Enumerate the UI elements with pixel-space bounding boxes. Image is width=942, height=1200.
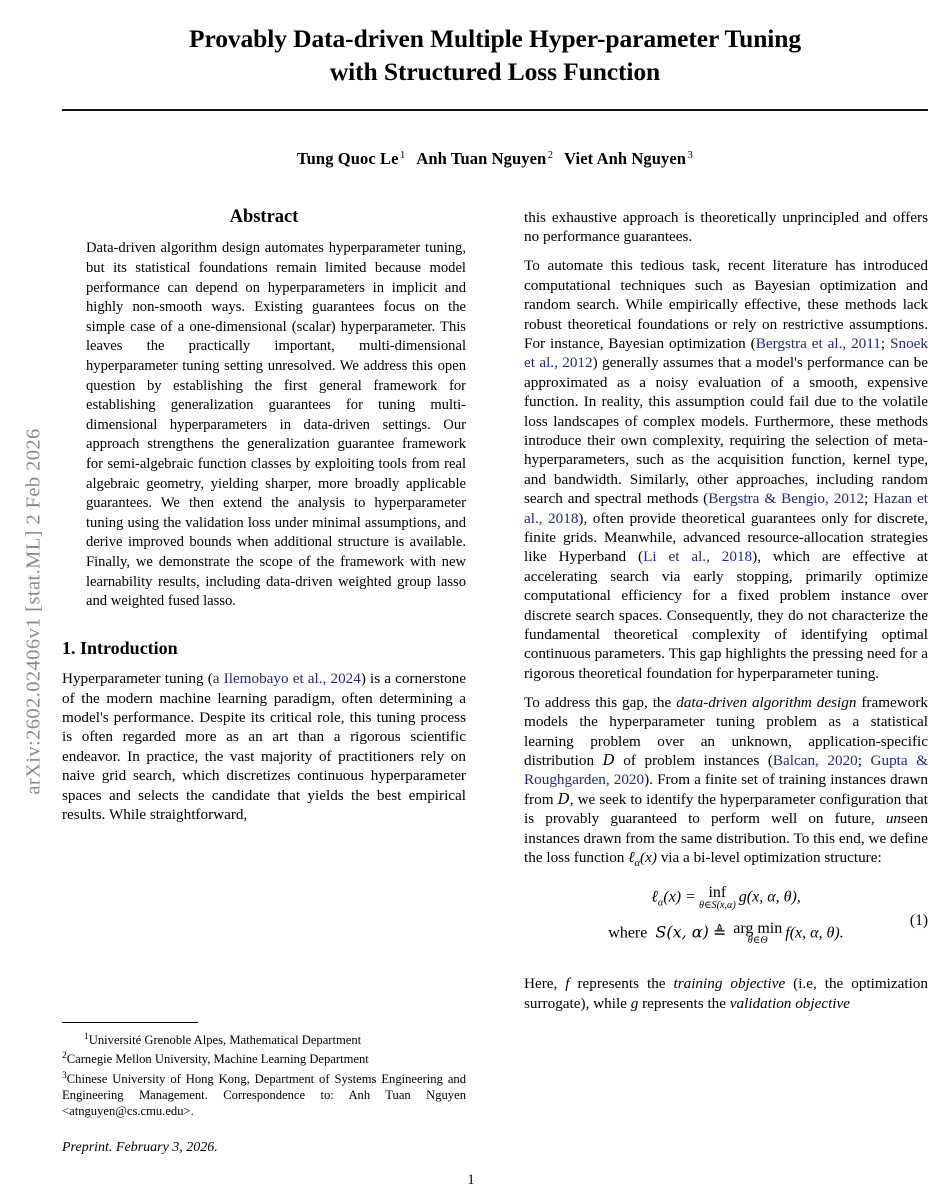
- right-paragraph-2: [524, 256, 928, 683]
- citation-separator: ;: [864, 490, 874, 508]
- right-paragraph-4: [524, 974, 928, 1013]
- title-block: [62, 22, 928, 88]
- equation-where-word: where: [608, 924, 648, 942]
- footnote-3: [62, 1068, 466, 1119]
- title-divider-rule: [62, 109, 928, 111]
- math-symbol-f: f: [565, 975, 570, 993]
- footnote-2-text: Carnegie Mellon University, Machine Learning Department: [66, 1052, 369, 1067]
- intro-paragraph-1: [62, 669, 466, 824]
- math-subscript-alpha: α: [634, 858, 641, 870]
- page-number: 1: [467, 1172, 475, 1188]
- footnote-divider-rule: [62, 1022, 198, 1023]
- equation-rhs-g: g(x, α, θ),: [738, 888, 801, 906]
- abstract-heading: Abstract: [229, 207, 299, 227]
- footnote-3-text: Chinese University of Hong Kong, Department of Systems Engineering and Engineering Management. Correspondence to: Anh Tuan Nguyen <atnguyen@cs.cmu.edu>.: [62, 1071, 466, 1118]
- para3-text-g: via a bi-level optimization structure:: [656, 849, 882, 866]
- citation-separator: ;: [880, 334, 891, 352]
- math-symbol-g: g: [630, 994, 639, 1012]
- page-title: [62, 22, 928, 88]
- equation-line-1: [524, 885, 928, 913]
- arxiv-identifier-stamp: arXiv:2602.02406v1 [stat.ML] 2 Feb 2026: [22, 428, 45, 795]
- citation-separator: ;: [857, 751, 871, 769]
- author-entry: [564, 149, 693, 168]
- equation-solution-set: S(x, α): [655, 922, 709, 942]
- author-affiliation-mark: 1: [400, 149, 406, 161]
- infimum-symbol: inf: [708, 884, 727, 902]
- argmin-operator: [733, 921, 782, 947]
- para4-text-d: represents the: [638, 994, 730, 1012]
- footnote-mark: 3: [62, 1070, 67, 1081]
- para4-text-c: (i.e, the optimization surrogate), while: [524, 975, 928, 1012]
- author-name: Viet Anh Nguyen: [564, 149, 687, 168]
- left-column: [62, 208, 466, 834]
- right-paragraph-3: [524, 693, 928, 874]
- argmin-subscript: θ∈Θ: [747, 934, 768, 946]
- equation-body: [524, 885, 928, 946]
- citation-link[interactable]: Hazan et al., 2018: [524, 490, 928, 527]
- citation-link[interactable]: Li et al., 2018: [643, 548, 753, 566]
- equation-triangleq-symbol: ≜: [712, 924, 727, 942]
- citation-link[interactable]: Balcan, 2020: [772, 751, 858, 769]
- paper-title-line-2: with Structured Loss Function: [329, 57, 661, 86]
- author-name: Anh Tuan Nguyen: [416, 149, 547, 168]
- math-symbol-distribution: D: [557, 789, 570, 808]
- footnote-1-text: Université Grenoble Alpes, Mathematical Department: [88, 1033, 362, 1048]
- intro-text-a: Hyperparameter tuning (: [62, 670, 213, 688]
- infimum-operator: [699, 885, 736, 911]
- para3-text-f: seen instances drawn from the same distribution. To this end, we define the loss function: [524, 810, 928, 866]
- para2-text-a: To automate this tedious task, recent literature has introduced computational techniques such as Bayesian optimization and random search. While empirically effective, these methods lack robust theoretical foundations or rely on restrictive assumptions. For instance, Bayesian optimization (: [524, 257, 928, 352]
- citation-link[interactable]: a Ilemobayo et al., 2024: [212, 670, 361, 688]
- abstract-text: Data-driven algorithm design automates hyperparameter tuning, but its statistical foundations remain limited because model performance can depend on hyperparameters in implicit and highly non-smooth ways. Existing guarantees focus on the simple case of a one-dimensional (scalar) hyperparameter. This leaves the practically important, multi-dimensional hyperparameter tuning setting unresolved. We address this open question by establishing the first general framework for establishing generalization guarantees for tuning multi-dimensional hyperparameters in data-driven settings. Our approach strengthens the generalization guarantee framework for semi-algebraic function classes by exploiting tools from real algebraic geometry, yielding sharper, more broadly applicable guarantees. We then extend the analysis to hyperparameter tuning using the validation loss under minimal assumptions, and derive improved bounds when additional structure is available. Finally, we demonstrate the scope of the framework with new learnability results, including data-driven weighted group lasso and weighted fused lasso.: [86, 240, 466, 610]
- citation-link[interactable]: Bergstra et al., 2011: [755, 334, 881, 352]
- footnote-1: [62, 1029, 466, 1048]
- para4-text-b: represents the: [569, 975, 674, 993]
- equation-lhs-ell: ℓ: [651, 888, 658, 906]
- para3-text-e: , we seek to identify the hyperparameter configuration that is provably guaranteed to perform well on future,: [524, 790, 928, 828]
- author-entry: [416, 149, 553, 168]
- equation-lhs-argument: (x) =: [663, 888, 696, 906]
- math-symbol-loss: ℓ: [628, 849, 635, 866]
- intro-text-b: ) is a cornerstone of the modern machine learning paradigm, often determining a model's performance. Despite its critical role, this tuning process is often regarded more as an art than a rigorous scientific endeavor. In practice, the vast majority of practitioners rely on naive grid search, which discretizes continuous hyperparameter spaces and selects the candidate that yields the best empirical results. While straightforward,: [62, 670, 467, 823]
- para2-text-d: ), which are effective at accelerating search via early stopping, primarily optimize computational efficiency for a fixed problem instance over discrete search spaces. Consequently, they do not characterize the fundamental theoretical complexity of identifying optimal continuous parameters. This gap highlights the pressing need for a rigorous theoretical foundation for hyperparameter tuning.: [524, 548, 929, 682]
- math-argument-x: (x): [640, 849, 657, 866]
- paper-title-line-1: Provably Data-driven Multiple Hyper-parameter Tuning: [189, 24, 801, 53]
- citation-link[interactable]: Bergstra & Bengio, 2012: [708, 490, 865, 508]
- right-column: [524, 208, 928, 1023]
- equation-objective-f: f(x, α, θ).: [785, 924, 844, 942]
- footnote-mark: 1: [84, 1032, 89, 1042]
- citation-link[interactable]: Snoek et al., 2012: [524, 334, 928, 372]
- para2-text-c: ), often provide theoretical guarantees only for discrete, finite grids. Meanwhile, advanced resource-allocation strategies like Hyperband (: [524, 509, 929, 566]
- section-heading-introduction: 1. Introduction: [62, 637, 178, 658]
- equation-block-1: [524, 885, 928, 963]
- para2-text-b: ) generally assumes that a model's performance can be approximated as a noisy evaluation of a smooth, expensive function. In reality, this assumption could fail due to the volatile loss landscapes of complex models. Furthermore, these methods introduce their own complexity, requiring the selection of meta-hyperparameters, such as the acquisition function, kernel type, and bandwidth. Similarly, other approaches, including random search and spectral methods (: [524, 354, 928, 508]
- author-list: [62, 149, 928, 169]
- emphasis-data-driven-algorithm-design: data-driven algorithm design: [676, 693, 857, 711]
- infimum-subscript: θ∈S(x,α): [698, 899, 736, 911]
- para3-text-c: of problem instances (: [614, 751, 773, 769]
- author-entry: [297, 149, 405, 168]
- author-affiliation-mark: 3: [687, 149, 693, 161]
- emphasis-un: un: [885, 810, 901, 828]
- equation-line-2: [524, 921, 928, 947]
- para4-text-a: Here,: [524, 975, 566, 993]
- equation-number: (1): [909, 912, 928, 930]
- equation-lhs-subscript: α: [657, 898, 664, 910]
- argmin-symbol: arg min: [733, 919, 783, 937]
- citation-link[interactable]: Gupta & Roughgarden, 2020: [524, 751, 928, 789]
- para3-text-d: ). From a finite set of training instances drawn from: [524, 771, 928, 808]
- footnote-block: [62, 1022, 466, 1119]
- para3-text-a: To address this gap, the: [524, 693, 677, 711]
- right-paragraph-1: this exhaustive approach is theoretically unprincipled and offers no performance guarantees.: [524, 209, 928, 246]
- para3-text-b: framework models the hyperparameter tuning problem as a statistical learning problem over an unknown, application-specific distribution: [524, 693, 928, 769]
- emphasis-validation-objective: validation objective: [729, 994, 851, 1012]
- math-symbol-distribution: D: [602, 750, 615, 769]
- emphasis-training-objective: training objective: [673, 975, 786, 993]
- footnote-2: [62, 1048, 466, 1067]
- footnote-mark: 2: [62, 1051, 67, 1062]
- author-name: Tung Quoc Le: [297, 149, 399, 168]
- author-affiliation-mark: 2: [547, 149, 554, 161]
- preprint-notice: Preprint. February 3, 2026.: [62, 1140, 218, 1155]
